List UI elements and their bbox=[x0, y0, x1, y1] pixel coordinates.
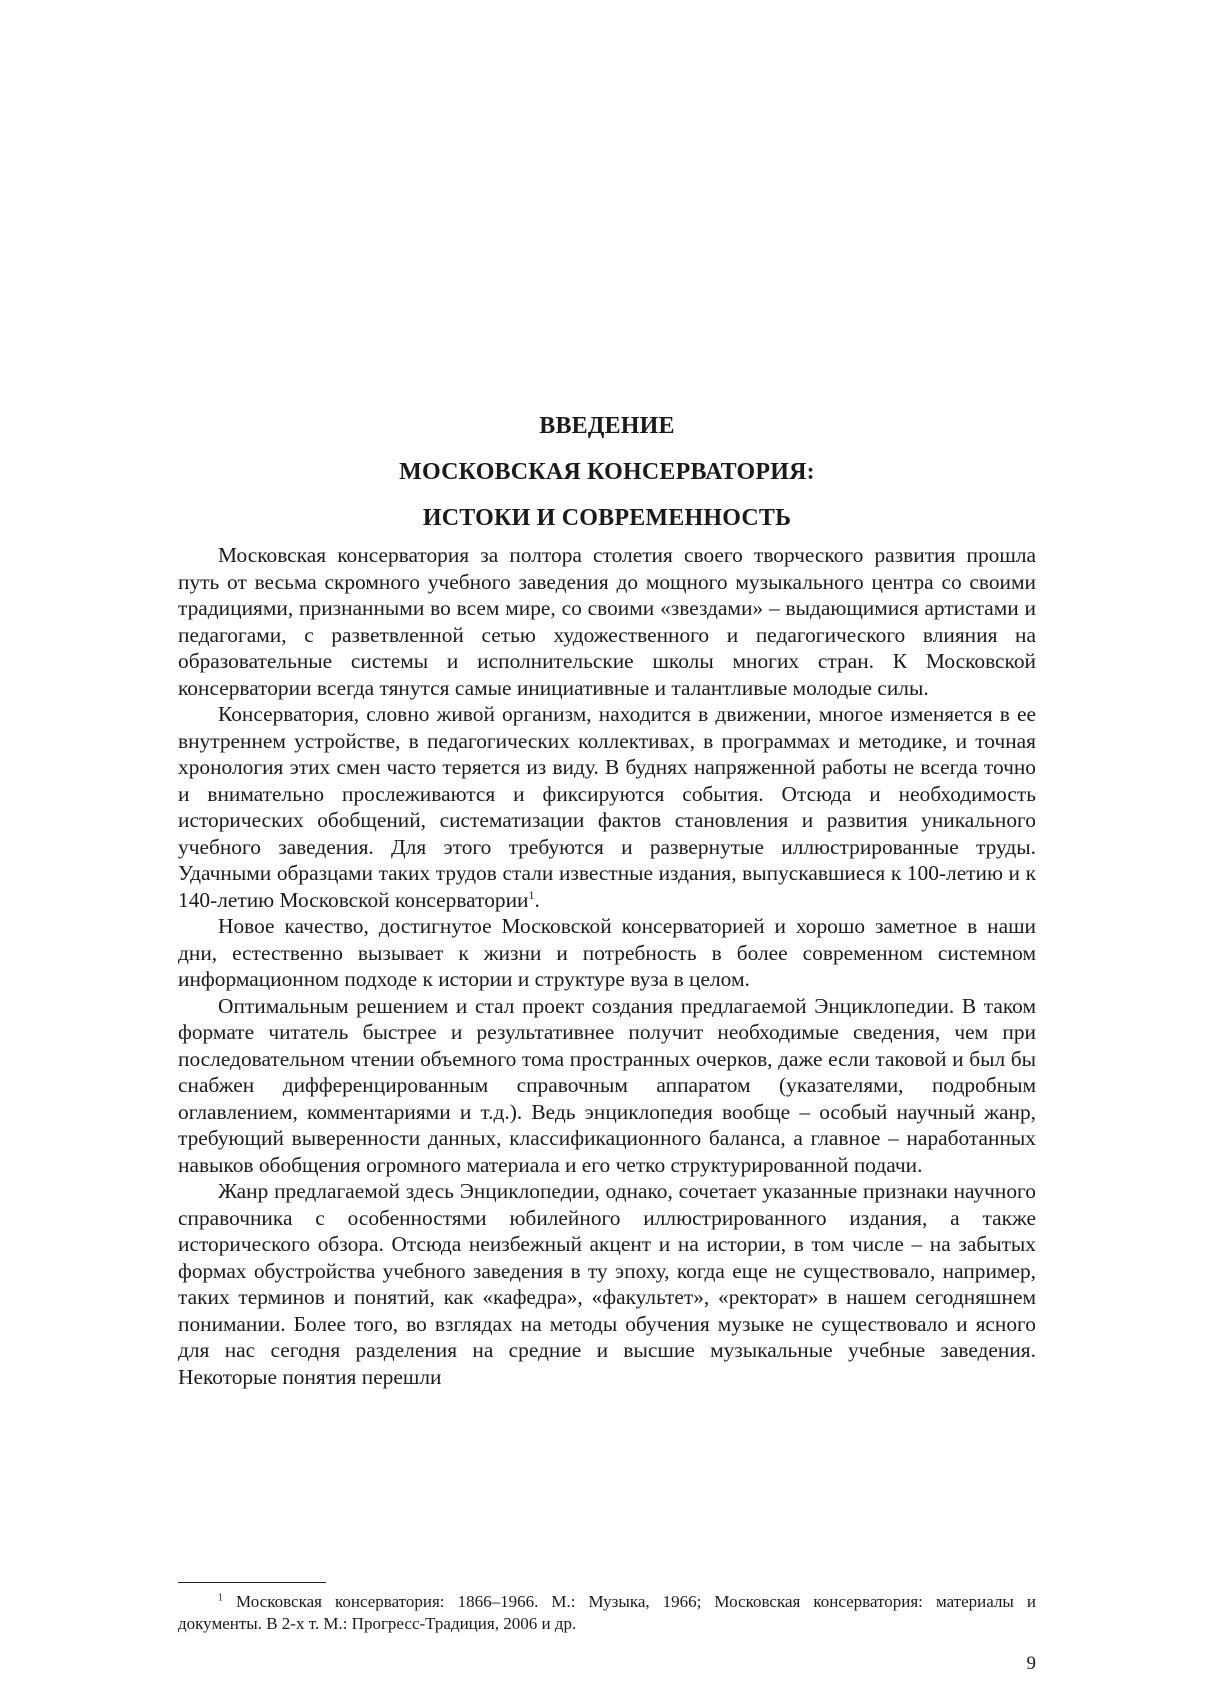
body-text bbox=[178, 542, 1036, 1390]
footnote-paragraph bbox=[178, 1591, 1036, 1635]
footnote-divider bbox=[178, 1582, 326, 1583]
heading-line-2: МОСКОВСКАЯ КОНСЕРВАТОРИЯ: bbox=[399, 459, 815, 485]
paragraph-1: Московская консерватория за полтора столетия своего творческого развития прошла путь от весьма скромного учебного заведения до мощного музыкального центра со своими традициями, признанными во всем мире, со своими «звездами» – выдающимися артистами и педагогами, с разветвленной сетью художественного и педагогического влияния на образовательные системы и исполнительские школы многих стран. К Московской консерватории всегда тянутся самые инициативные и талантливые молодые силы. bbox=[178, 543, 1036, 700]
footnote-number: 1 bbox=[218, 1592, 223, 1604]
paragraph-2-text: Консерватория, словно живой организм, находится в движении, многое изменяется в ее внутреннем устройстве, в педагогических коллективах, в программах и методике, и точная хронология этих смен часто теряется из виду. В буднях напряженной работы не всегда точно и внимательно прослеживаются и фиксируются события. Отсюда и необходимость исторических обобщений, систематизации фактов становления и развития уникального учебного заведения. Для этого требуются и развернутые иллюстрированные труды. Удачными образцами таких трудов стали известные издания, выпускавшиеся к 100-летию и к 140-летию Московской консерватории bbox=[178, 702, 1036, 912]
page-number: 9 bbox=[1026, 1653, 1036, 1674]
heading-line-3: ИСТОКИ И СОВРЕМЕННОСТЬ bbox=[422, 505, 792, 531]
chapter-heading bbox=[178, 403, 1036, 541]
paragraph-3: Новое качество, достигнутое Московской консерваторией и хорошо заметное в наши дни, естественно вызывает к жизни и потребность в более современном системном информационном подходе к истории и структуре вуза в целом. bbox=[178, 914, 1036, 991]
heading-line-1: ВВЕДЕНИЕ bbox=[539, 413, 675, 439]
paragraph-2-end: . bbox=[534, 887, 540, 912]
footnote-reference[interactable]: 1 bbox=[528, 887, 535, 902]
paragraph-2 bbox=[178, 701, 1036, 913]
footnote-text: Московская консерватория: 1866–1966. М.: Музыка, 1966; Московская консерватория: материалы и документы. В 2-х т. М.: Прогресс-Традиция, 2006 и др. bbox=[178, 1592, 1036, 1633]
paragraph-4: Оптимальным решением и стал проект создания предлагаемой Энциклопедии. В таком формате читатель быстрее и результативнее получит необходимые сведения, чем при последовательном чтении объемного тома пространных очерков, даже если таковой и был бы снабжен дифференцированным справочным аппаратом (указателями, подробным оглавлением, комментариями и т.д.). Ведь энциклопедия вообще – особый научный жанр, требующий выверенности данных, классификационного баланса, а главное – наработанных навыков обобщения огромного материала и его четко структурированной подачи. bbox=[178, 993, 1036, 1177]
footnote bbox=[178, 1591, 1036, 1635]
paragraph-5: Жанр предлагаемой здесь Энциклопедии, однако, сочетает указанные признаки научного справочника с особенностями юбилейного иллюстрированного издания, а также исторического обзора. Отсюда неизбежный акцент и на истории, в том числе – на забытых формах обустройства учебного заведения в ту эпоху, когда еще не существовало, например, таких терминов и понятий, как «кафедра», «факультет», «ректорат» в нашем сегодняшнем понимании. Более того, во взглядах на методы обучения музыке не существовало и ясного для нас сегодня разделения на средние и высшие музыкальные учебные заведения. Некоторые понятия перешли bbox=[178, 1179, 1036, 1389]
